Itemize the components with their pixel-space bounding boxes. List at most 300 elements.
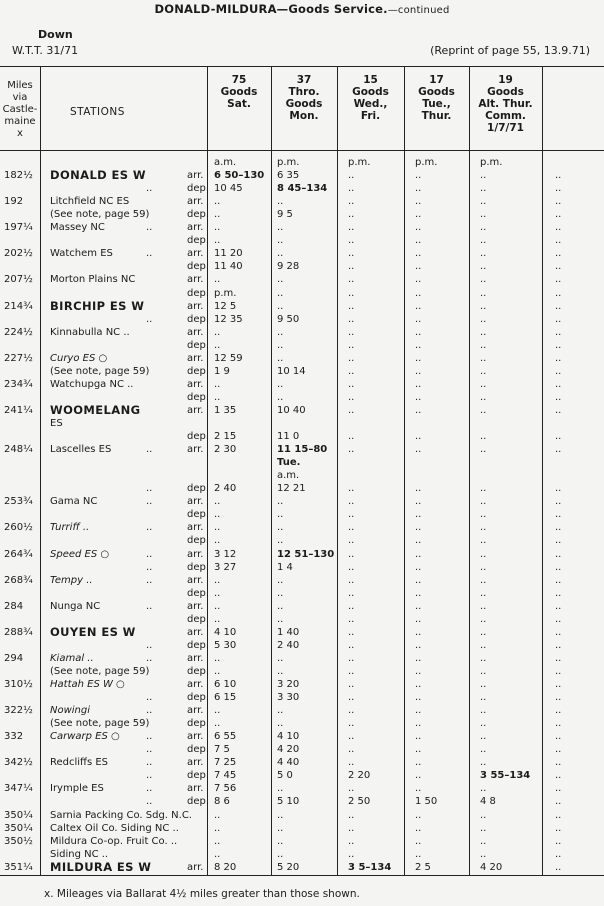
table-row xyxy=(0,848,604,861)
time-cell: .. xyxy=(277,587,284,599)
train-header-line: Goods xyxy=(285,98,323,110)
station-name: Hattah ES W ○ xyxy=(50,679,125,690)
miles-cell: 294 xyxy=(4,652,24,664)
time-cell: 7 5 xyxy=(214,744,230,756)
reprint-note: (Reprint of page 55, 13.9.71) xyxy=(430,44,590,57)
arr-dep-label: arr. xyxy=(187,548,204,560)
table-row xyxy=(0,835,604,848)
table-row xyxy=(0,443,604,456)
time-cell: 4 20 xyxy=(277,744,300,756)
station-name: Caltex Oil Co. Siding NC .. xyxy=(50,822,179,834)
arr-dep-label: arr. xyxy=(187,170,204,182)
leader-dots: .. xyxy=(146,222,153,234)
table-row xyxy=(0,391,604,404)
station-name: Massey NC xyxy=(50,222,105,234)
miles-cell: 260½ xyxy=(4,522,33,534)
time-cell: .. xyxy=(277,509,284,521)
time-cell: .. xyxy=(415,626,422,638)
table-row xyxy=(0,182,604,195)
table-row xyxy=(0,782,604,795)
time-cell: .. xyxy=(348,404,355,416)
time-cell: .. xyxy=(555,365,562,377)
time-cell: .. xyxy=(214,848,221,860)
miles-cell: 182½ xyxy=(4,170,33,182)
time-cell: 6 50–130 xyxy=(214,170,265,182)
train-header-line: Thur. xyxy=(421,110,452,122)
station-name: DONALD ES W xyxy=(50,168,146,183)
table-row xyxy=(0,795,604,808)
time-cell: .. xyxy=(277,196,284,208)
miles-cell: 350¼ xyxy=(4,822,33,834)
arr-dep-label: dep. xyxy=(187,665,210,677)
time-cell: .. xyxy=(480,692,487,704)
time-cell: .. xyxy=(348,574,355,586)
station-name: Siding NC .. xyxy=(50,848,109,860)
time-cell: .. xyxy=(415,744,422,756)
leader-dots: .. xyxy=(146,770,153,782)
train-header xyxy=(207,74,271,110)
time-cell: .. xyxy=(480,287,487,299)
time-cell: .. xyxy=(480,600,487,612)
time-cell: .. xyxy=(214,835,221,847)
time-cell: .. xyxy=(480,339,487,351)
time-cell: .. xyxy=(348,170,355,182)
time-cell: .. xyxy=(415,522,422,534)
time-cell: .. xyxy=(348,365,355,377)
time-cell: .. xyxy=(555,848,562,860)
arr-dep-label: arr. xyxy=(187,196,204,208)
arr-dep-label: dep. xyxy=(187,535,210,547)
time-cell: .. xyxy=(555,483,562,495)
time-cell: .. xyxy=(214,600,221,612)
time-cell: .. xyxy=(348,718,355,730)
miles-header-line: Castle- xyxy=(2,104,38,115)
time-cell: .. xyxy=(480,431,487,443)
time-cell: .. xyxy=(348,300,355,312)
time-cell: .. xyxy=(277,600,284,612)
miles-cell: 351¼ xyxy=(4,861,33,873)
station-name: (See note, page 59) xyxy=(50,665,150,677)
table-row xyxy=(0,639,604,652)
miles-cell: 288¾ xyxy=(4,626,33,638)
time-cell: .. xyxy=(348,261,355,273)
time-cell: 3 12 xyxy=(214,548,237,560)
time-cell: .. xyxy=(214,196,221,208)
time-cell: .. xyxy=(348,274,355,286)
table-row xyxy=(0,300,604,313)
table-row xyxy=(0,404,604,417)
time-cell: .. xyxy=(415,822,422,834)
time-cell: .. xyxy=(348,744,355,756)
table-row xyxy=(0,574,604,587)
station-name: Gama NC xyxy=(50,496,98,508)
arr-dep-label: dep. xyxy=(187,692,210,704)
miles-cell: 224½ xyxy=(4,326,33,338)
time-cell: p.m. xyxy=(480,157,503,168)
time-cell: 4 40 xyxy=(277,757,300,769)
leader-dots: .. xyxy=(146,183,153,195)
time-cell: .. xyxy=(348,196,355,208)
miles-cell: 342½ xyxy=(4,757,33,769)
time-cell: .. xyxy=(480,613,487,625)
time-cell: .. xyxy=(348,391,355,403)
time-cell: .. xyxy=(277,496,284,508)
time-cell: .. xyxy=(480,665,487,677)
table-row xyxy=(0,704,604,717)
time-cell: .. xyxy=(555,561,562,573)
station-name: (See note, page 59) xyxy=(50,209,150,221)
time-cell: .. xyxy=(480,183,487,195)
time-cell: .. xyxy=(415,679,422,690)
title-route: DONALD-MILDURA xyxy=(154,2,277,16)
miles-cell: 310½ xyxy=(4,679,33,690)
time-cell: 2 15 xyxy=(214,431,237,443)
arr-dep-label: dep. xyxy=(187,391,210,403)
time-cell: .. xyxy=(555,770,562,782)
time-cell: .. xyxy=(415,613,422,625)
time-cell: .. xyxy=(480,222,487,234)
train-header xyxy=(271,74,337,122)
time-cell: .. xyxy=(415,300,422,312)
train-header-line: Mon. xyxy=(289,110,319,122)
time-cell: .. xyxy=(555,718,562,730)
time-cell: .. xyxy=(348,431,355,443)
time-cell: .. xyxy=(415,535,422,547)
time-cell: .. xyxy=(214,496,221,508)
station-name: Irymple ES xyxy=(50,783,104,795)
time-cell: 4 20 xyxy=(480,861,503,873)
time-cell: .. xyxy=(480,822,487,834)
leader-dots: .. xyxy=(146,313,153,325)
train-header xyxy=(337,74,404,122)
time-cell: .. xyxy=(555,757,562,769)
time-cell: .. xyxy=(480,196,487,208)
time-cell: .. xyxy=(555,548,562,560)
time-cell: .. xyxy=(480,483,487,495)
time-cell: .. xyxy=(480,587,487,599)
time-cell: 8 20 xyxy=(214,861,237,873)
station-name: Carwarp ES ○ xyxy=(50,731,120,743)
time-cell: 4 10 xyxy=(277,731,300,743)
time-cell: .. xyxy=(277,248,284,260)
arr-dep-label: dep. xyxy=(187,770,210,782)
arr-dep-label: arr. xyxy=(187,496,204,508)
time-cell: 7 56 xyxy=(214,783,237,795)
miles-cell: 197¼ xyxy=(4,222,33,234)
station-name: Redcliffs ES xyxy=(50,757,108,769)
table-row xyxy=(0,626,604,639)
miles-header-line: x xyxy=(17,128,23,139)
time-cell: .. xyxy=(555,587,562,599)
station-name: Speed ES ○ xyxy=(50,548,110,560)
time-cell: .. xyxy=(214,326,221,338)
time-cell: .. xyxy=(277,235,284,247)
arr-dep-label: arr. xyxy=(187,378,204,390)
table-row xyxy=(0,822,604,835)
time-cell: .. xyxy=(214,378,221,390)
time-cell: .. xyxy=(415,248,422,260)
time-cell: .. xyxy=(480,848,487,860)
time-cell: .. xyxy=(415,731,422,743)
time-cell: .. xyxy=(214,665,221,677)
table-row xyxy=(0,469,604,482)
time-cell: .. xyxy=(555,861,562,873)
leader-dots: .. xyxy=(146,248,153,260)
time-cell: .. xyxy=(415,352,422,364)
table-row xyxy=(0,769,604,782)
table-row xyxy=(0,208,604,221)
time-cell: 10 45 xyxy=(214,183,243,195)
time-cell: .. xyxy=(555,509,562,521)
time-cell: .. xyxy=(480,535,487,547)
arr-dep-label: arr. xyxy=(187,222,204,234)
time-cell: .. xyxy=(348,522,355,534)
leader-dots: .. xyxy=(146,496,153,508)
table-row xyxy=(0,521,604,534)
station-name: Kinnabulla NC .. xyxy=(50,326,130,338)
table-row xyxy=(0,652,604,665)
time-cell: 5 0 xyxy=(277,770,293,782)
time-cell: .. xyxy=(480,170,487,182)
time-cell: .. xyxy=(214,705,221,717)
leader-dots: .. xyxy=(146,444,153,456)
time-cell: .. xyxy=(348,692,355,704)
arr-dep-label: arr. xyxy=(187,352,204,364)
time-cell: 6 10 xyxy=(214,679,237,690)
time-cell: .. xyxy=(480,274,487,286)
time-cell: 3 55–134 xyxy=(480,770,531,782)
leader-dots: .. xyxy=(146,522,153,534)
time-cell: .. xyxy=(415,313,422,325)
mileage-footnote: x. Mileages via Ballarat 4½ miles greater than those shown. xyxy=(44,888,360,900)
time-cell: .. xyxy=(214,209,221,221)
time-cell: .. xyxy=(415,274,422,286)
time-cell: .. xyxy=(480,705,487,717)
time-cell: .. xyxy=(480,561,487,573)
time-cell: .. xyxy=(415,561,422,573)
time-cell: .. xyxy=(415,235,422,247)
time-cell: .. xyxy=(555,404,562,416)
arr-dep-label: dep. xyxy=(187,744,210,756)
table-row xyxy=(0,561,604,574)
time-cell: 2 30 xyxy=(214,444,237,456)
table-row xyxy=(0,156,604,169)
time-cell: .. xyxy=(555,313,562,325)
wtt-reference: W.T.T. 31/71 xyxy=(12,44,79,57)
time-cell: .. xyxy=(555,574,562,586)
time-cell: p.m. xyxy=(214,287,237,299)
time-cell: .. xyxy=(348,326,355,338)
train-header-line: Goods xyxy=(220,86,258,98)
time-cell: .. xyxy=(555,665,562,677)
arr-dep-label: arr. xyxy=(187,574,204,586)
arr-dep-label: arr. xyxy=(187,600,204,612)
station-name: Sarnia Packing Co. Sdg. N.C. xyxy=(50,809,192,821)
time-cell: .. xyxy=(277,287,284,299)
time-cell: .. xyxy=(348,535,355,547)
time-cell: 12 5 xyxy=(214,300,237,312)
time-cell: .. xyxy=(214,522,221,534)
miles-cell: 350½ xyxy=(4,835,33,847)
table-row xyxy=(0,756,604,769)
time-cell: .. xyxy=(415,587,422,599)
table-row xyxy=(0,665,604,678)
train-header-line: Thro. xyxy=(288,86,320,98)
table-row xyxy=(0,482,604,495)
time-cell: 1 50 xyxy=(415,796,438,808)
time-cell: .. xyxy=(555,431,562,443)
time-cell: .. xyxy=(348,705,355,717)
time-cell: .. xyxy=(277,665,284,677)
time-cell: 3 5–134 xyxy=(348,861,392,873)
time-cell: .. xyxy=(555,287,562,299)
time-cell: .. xyxy=(555,196,562,208)
miles-cell: 192 xyxy=(4,196,24,208)
leader-dots: .. xyxy=(146,783,153,795)
stations-column-header: STATIONS xyxy=(70,106,125,118)
time-cell: .. xyxy=(415,835,422,847)
time-cell: 10 40 xyxy=(277,404,306,416)
time-cell: .. xyxy=(277,391,284,403)
arr-dep-label: dep. xyxy=(187,639,210,651)
arr-dep-label: dep. xyxy=(187,339,210,351)
time-cell: 1 40 xyxy=(277,626,300,638)
time-cell: .. xyxy=(415,783,422,795)
train-header-line: Sat. xyxy=(227,98,251,110)
station-name: Curyo ES ○ xyxy=(50,352,108,364)
time-cell: .. xyxy=(277,809,284,821)
time-cell: .. xyxy=(415,365,422,377)
arr-dep-label: arr. xyxy=(187,652,204,664)
time-cell: 11 20 xyxy=(214,248,243,260)
time-cell: .. xyxy=(555,261,562,273)
time-cell: .. xyxy=(277,339,284,351)
arr-dep-label: dep. xyxy=(187,561,210,573)
time-cell: .. xyxy=(415,431,422,443)
table-row xyxy=(0,273,604,286)
arr-dep-label: dep. xyxy=(187,261,210,273)
time-cell: .. xyxy=(277,613,284,625)
time-cell: .. xyxy=(480,757,487,769)
train-header xyxy=(469,74,542,134)
table-row xyxy=(0,378,604,391)
time-cell: .. xyxy=(277,326,284,338)
time-cell: .. xyxy=(277,652,284,664)
train-header-line: Goods xyxy=(487,86,524,98)
station-name: (See note, page 59) xyxy=(50,365,150,377)
time-cell: 6 35 xyxy=(277,170,300,182)
time-cell: .. xyxy=(480,783,487,795)
time-cell: .. xyxy=(214,574,221,586)
time-cell: .. xyxy=(480,718,487,730)
time-cell: .. xyxy=(555,744,562,756)
time-cell: .. xyxy=(555,326,562,338)
table-row xyxy=(0,417,604,430)
time-cell: .. xyxy=(348,679,355,690)
time-cell: .. xyxy=(277,300,284,312)
arr-dep-label: dep. xyxy=(187,365,210,377)
time-cell: .. xyxy=(555,222,562,234)
station-name: Mildura Co-op. Fruit Co. .. xyxy=(50,835,178,847)
arr-dep-label: dep. xyxy=(187,313,210,325)
time-cell: .. xyxy=(555,339,562,351)
time-cell: .. xyxy=(348,835,355,847)
time-cell: .. xyxy=(214,274,221,286)
arr-dep-label: arr. xyxy=(187,626,204,638)
time-cell: .. xyxy=(415,718,422,730)
time-cell: 5 20 xyxy=(277,861,300,873)
table-row xyxy=(0,456,604,469)
time-cell: .. xyxy=(480,522,487,534)
time-cell: .. xyxy=(415,848,422,860)
miles-cell: 347¼ xyxy=(4,783,33,795)
time-cell: .. xyxy=(277,705,284,717)
time-cell: .. xyxy=(480,391,487,403)
time-cell: 2 40 xyxy=(277,639,300,651)
miles-cell: 227½ xyxy=(4,352,33,364)
arr-dep-label: arr. xyxy=(187,274,204,286)
time-cell: .. xyxy=(348,613,355,625)
time-cell: 11 15–80 xyxy=(277,444,328,456)
time-cell: .. xyxy=(277,574,284,586)
arr-dep-label: dep. xyxy=(187,183,210,195)
table-row xyxy=(0,221,604,234)
time-cell: 12 35 xyxy=(214,313,243,325)
time-cell: .. xyxy=(415,222,422,234)
table-row xyxy=(0,691,604,704)
miles-column-header xyxy=(0,80,40,140)
time-cell: .. xyxy=(555,796,562,808)
miles-cell: 241¼ xyxy=(4,404,33,416)
time-cell: .. xyxy=(480,352,487,364)
time-cell: .. xyxy=(214,391,221,403)
time-cell: .. xyxy=(348,626,355,638)
train-header-line: 75 xyxy=(231,74,247,86)
title-continued: —continued xyxy=(387,5,450,16)
time-cell: .. xyxy=(555,835,562,847)
time-cell: .. xyxy=(277,783,284,795)
leader-dots: .. xyxy=(146,639,153,651)
train-header-line: Tue., xyxy=(422,98,451,110)
miles-header-line: via xyxy=(12,92,28,103)
time-cell: .. xyxy=(555,731,562,743)
arr-dep-label: arr. xyxy=(187,705,204,717)
table-row xyxy=(0,730,604,743)
time-cell: 2 40 xyxy=(214,483,237,495)
table-row xyxy=(0,743,604,756)
time-cell: .. xyxy=(348,496,355,508)
table-row xyxy=(0,247,604,260)
time-cell: .. xyxy=(348,235,355,247)
time-cell: .. xyxy=(277,378,284,390)
leader-dots: .. xyxy=(146,731,153,743)
direction-label: Down xyxy=(38,28,73,41)
arr-dep-label: arr. xyxy=(187,404,204,416)
time-cell: .. xyxy=(415,665,422,677)
leader-dots: .. xyxy=(146,705,153,717)
time-cell: 4 8 xyxy=(480,796,496,808)
train-header-line: Goods xyxy=(418,86,455,98)
time-cell: .. xyxy=(348,509,355,521)
time-cell: .. xyxy=(480,496,487,508)
miles-header-line: maine xyxy=(4,116,36,127)
time-cell: 2 5 xyxy=(415,861,431,873)
time-cell: .. xyxy=(348,209,355,221)
time-cell: .. xyxy=(214,587,221,599)
arr-dep-label: dep. xyxy=(187,796,210,808)
table-row xyxy=(0,548,604,561)
station-name: Lascelles ES xyxy=(50,444,112,456)
